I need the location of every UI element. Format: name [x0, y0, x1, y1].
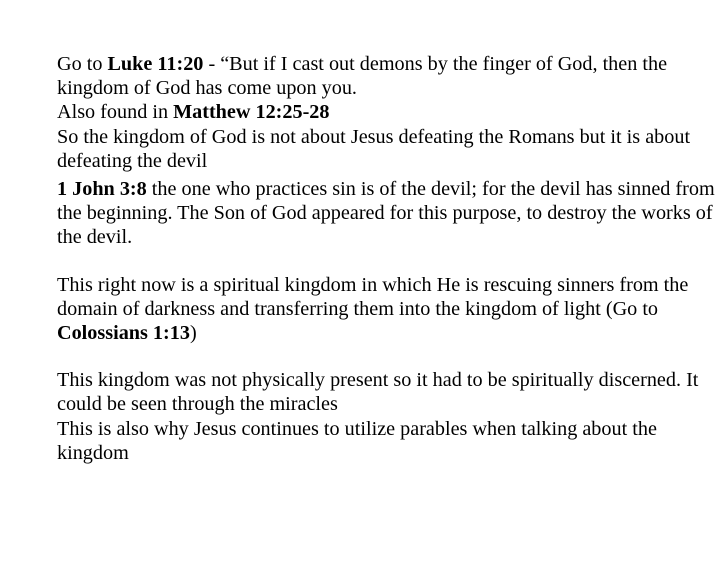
john-paragraph	[57, 177, 717, 250]
luke-paragraph	[57, 52, 717, 173]
parables-text: This is also why Jesus continues to utilize parables when talking about the kingdom	[57, 417, 657, 464]
spiritual-kingdom-text: This right now is a spiritual kingdom in which He is rescuing sinners from the domain of darkness and transferring them into the kingdom of light (Go to	[57, 273, 689, 320]
matthew-reference: Matthew 12:25-28	[173, 101, 330, 124]
closing-paren: )	[189, 322, 197, 345]
luke-quote: - “But if I cast out demons by the finger of God, then the kingdom of God has come upon you.	[57, 53, 668, 100]
spiritual-kingdom-paragraph	[57, 273, 717, 346]
luke-reference: Luke 11:20	[107, 53, 204, 75]
slide-content	[57, 52, 717, 465]
john-reference: 1 John 3:8	[57, 178, 147, 201]
discerned-paragraph	[57, 368, 717, 465]
john-text: the one who practices sin is of the devil; for the devil has sinned from the beginning. The Son of God appeared for this purpose, to destroy the works of the devil.	[57, 178, 715, 249]
discerned-text: This kingdom was not physically present so it had to be spiritually discerned. It could be seen through the miracles	[57, 369, 699, 416]
also-found-prefix: Also found in	[57, 101, 174, 124]
spacer	[57, 250, 717, 273]
colossians-reference: Colossians 1:13	[57, 322, 190, 345]
spacer	[57, 345, 717, 368]
goto-prefix: Go to	[57, 53, 108, 75]
kingdom-statement: So the kingdom of God is not about Jesus defeating the Romans but it is about defeating the devil	[57, 125, 691, 172]
